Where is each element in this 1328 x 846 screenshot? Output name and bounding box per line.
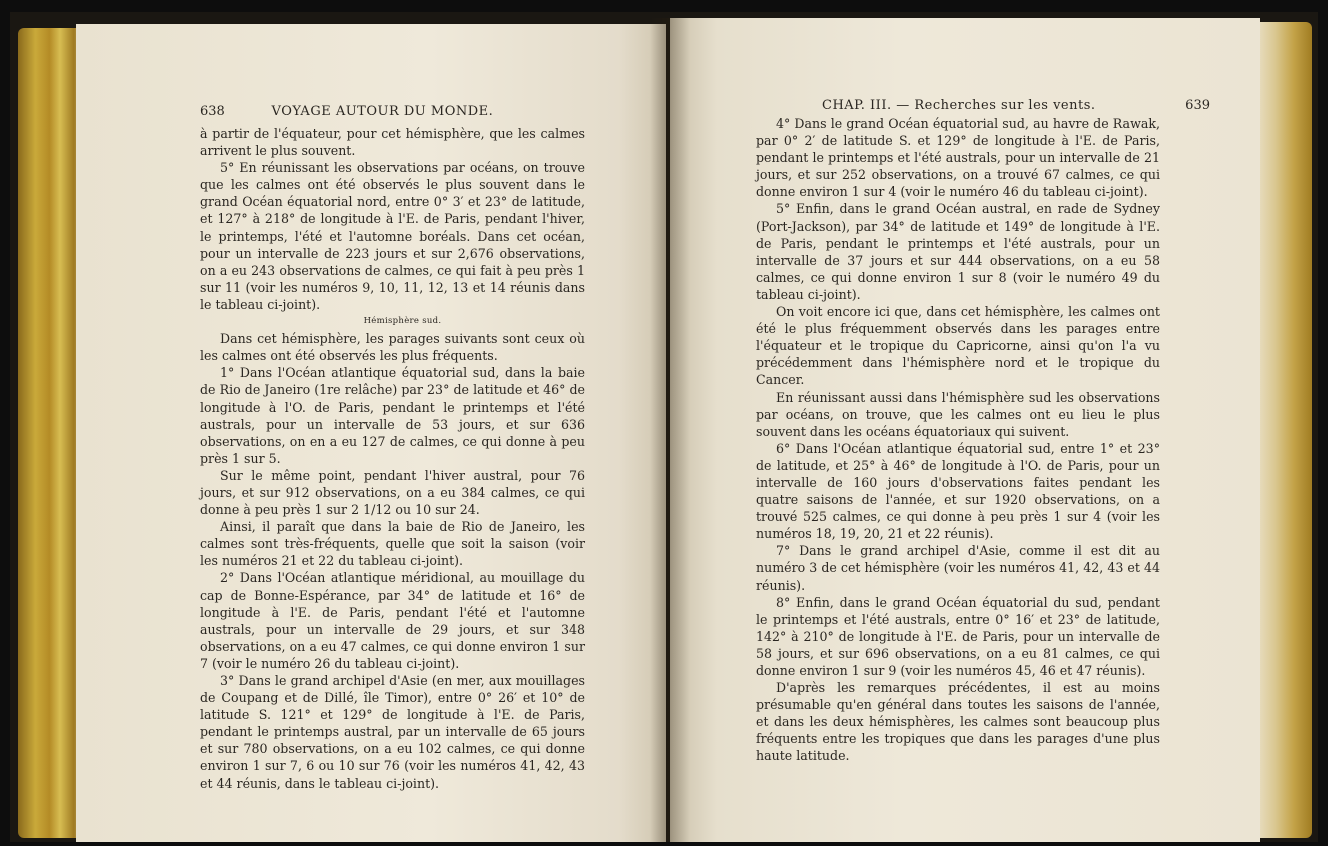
paragraph: 4° Dans le grand Océan équatorial sud, au havre de Rawak, par 0° 2′ de latitude S. et 129° de longitude à l'E. de Paris, pendant le printemps et l'été australs, pour un intervalle de 21 jours, et sur 252 observations, on a trouvé 67 calmes, ce qui donne environ 1 sur 4 (voir le numéro 46 du tableau ci-joint).	[756, 116, 1160, 200]
right-page-number: 639	[1185, 97, 1210, 113]
paragraph: 2° Dans l'Océan atlantique méridional, au mouillage du cap de Bonne-Espérance, par 34° de latitude et 16° de longitude à l'E. de Paris, pendant l'été et l'automne australs, pour un intervalle de 29 jours, et sur 348 observations, on a eu 47 calmes, ce qui donne environ 1 sur 7 (voir le numéro 26 du tableau ci-joint).	[200, 570, 585, 671]
paragraph: à partir de l'équateur, pour cet hémisphère, que les calmes arrivent le plus souvent.	[200, 126, 585, 159]
right-page-edges	[1252, 22, 1312, 838]
subheading: Hémisphère sud.	[363, 316, 442, 327]
paragraph: 7° Dans le grand archipel d'Asie, comme il est dit au numéro 3 de cet hémisphère (voir les numéros 41, 42, 43 et 44 réunis).	[756, 543, 1160, 593]
right-page	[670, 18, 1260, 842]
right-page-body	[756, 115, 1160, 765]
paragraph: En réunissant aussi dans l'hémisphère sud les observations par océans, on trouve, que les calmes ont eu lieu le plus souvent dans les océans équatoriaux qui suivent.	[756, 389, 1160, 439]
paragraph: 3° Dans le grand archipel d'Asie (en mer, aux mouillages de Coupang et de Dillé, île Timor), entre 0° 26′ et 10° de latitude S. 121° et 129° de longitude à l'E. de Paris, pendant le printemps austral, par un intervalle de 65 jours et sur 780 observations, on a eu 102 calmes, ce qui donne environ 1 sur 7, 6 ou 10 sur 76 (voir les numéros 41, 42, 43 et 44 réunis, dans le tableau ci-joint).	[200, 673, 585, 791]
book-gutter-shadow	[650, 18, 690, 842]
paragraph: 8° Enfin, dans le grand Océan équatorial du sud, pendant le printemps et l'été australs, entre 0° 16′ et 23° de latitude, 142° à 210° de longitude à l'E. de Paris, pour un intervalle de 58 jours, et sur 696 observations, on a eu 81 calmes, ce qui donne environ 1 sur 9 (voir les numéros 45, 46 et 47 réunis).	[756, 594, 1160, 678]
paragraph: Sur le même point, pendant l'hiver austral, pour 76 jours, et sur 912 observations, on a eu 384 calmes, ce qui donne à peu près 1 sur 2 1/12 ou 10 sur 24.	[200, 467, 585, 518]
paragraph: 1° Dans l'Océan atlantique équatorial sud, dans la baie de Rio de Janeiro (1re relâche) par 23° de latitude et 46° de longitude à l'O. de Paris, pendant le printemps et l'été australs, pour un intervalle de 53 jours, et sur 636 observations, on en a eu 127 de calmes, ce qui donne à peu près 1 sur 5.	[200, 365, 585, 466]
paragraph: 5° En réunissant les observations par océans, on trouve que les calmes ont été observés le plus souvent dans le grand Océan équatorial nord, entre 0° 3′ et 23° de latitude, et 127° à 218° de longitude à l'E. de Paris, pendant l'hiver, le printemps, l'été et l'automne boréals. Dans cet océan, pour un intervalle de 223 jours et sur 2,676 observations, on a eu 243 observations de calmes, ce qui fait à peu près 1 sur 11 (voir les numéros 9, 10, 11, 12, 13 et 14 réunis dans le tableau ci-joint).	[200, 160, 585, 312]
paragraph: D'après les remarques précédentes, il est au moins présumable qu'en général dans toutes les saisons de l'année, et dans les deux hémisphères, les calmes sont beaucoup plus fréquents entre les tropiques que dans les parages d'une plus haute latitude.	[756, 680, 1160, 764]
paragraph: 5° Enfin, dans le grand Océan austral, en rade de Sydney (Port-Jackson), par 34° de latitude et 149° de longitude à l'E. de Paris, pendant le printemps et l'été australs, pour un intervalle de 37 jours et sur 444 observations, on a eu 58 calmes, ce qui donne environ 1 sur 8 (voir le numéro 49 du tableau ci-joint).	[756, 201, 1160, 302]
right-page-header	[822, 96, 1210, 114]
right-running-head: CHAP. III. — Recherches sur les vents.	[822, 97, 1096, 113]
paragraph: 6° Dans l'Océan atlantique équatorial sud, entre 1° et 23° de latitude, et 25° à 46° de longitude à l'O. de Paris, pour un intervalle de 160 jours d'observations faites pendant les quatre saisons de l'année, et sur 1920 observations, on a trouvé 525 calmes, ce qui donne à peu près 1 sur 4 (voir les numéros 18, 19, 20, 21 et 22 réunis).	[756, 440, 1160, 542]
left-running-head: VOYAGE AUTOUR DU MONDE.	[271, 103, 494, 119]
left-page	[76, 24, 666, 842]
paragraph: On voit encore ici que, dans cet hémisphère, les calmes ont été le plus fréquemment observés dans les parages entre l'équateur et le tropique du Capricorne, ainsi qu'on l'a vu précédemment dans l'hémisphère nord et le tropique du Cancer.	[756, 304, 1160, 388]
paragraph: Dans cet hémisphère, les parages suivants sont ceux où les calmes ont été observés les plus fréquents.	[200, 331, 585, 364]
paragraph: Ainsi, il paraît que dans la baie de Rio de Janeiro, les calmes sont très-fréquents, quelle que soit la saison (voir les numéros 21 et 22 du tableau ci-joint).	[200, 519, 585, 569]
left-page-number: 638	[200, 103, 225, 119]
left-page-body	[200, 125, 585, 792]
left-page-header	[200, 102, 560, 120]
